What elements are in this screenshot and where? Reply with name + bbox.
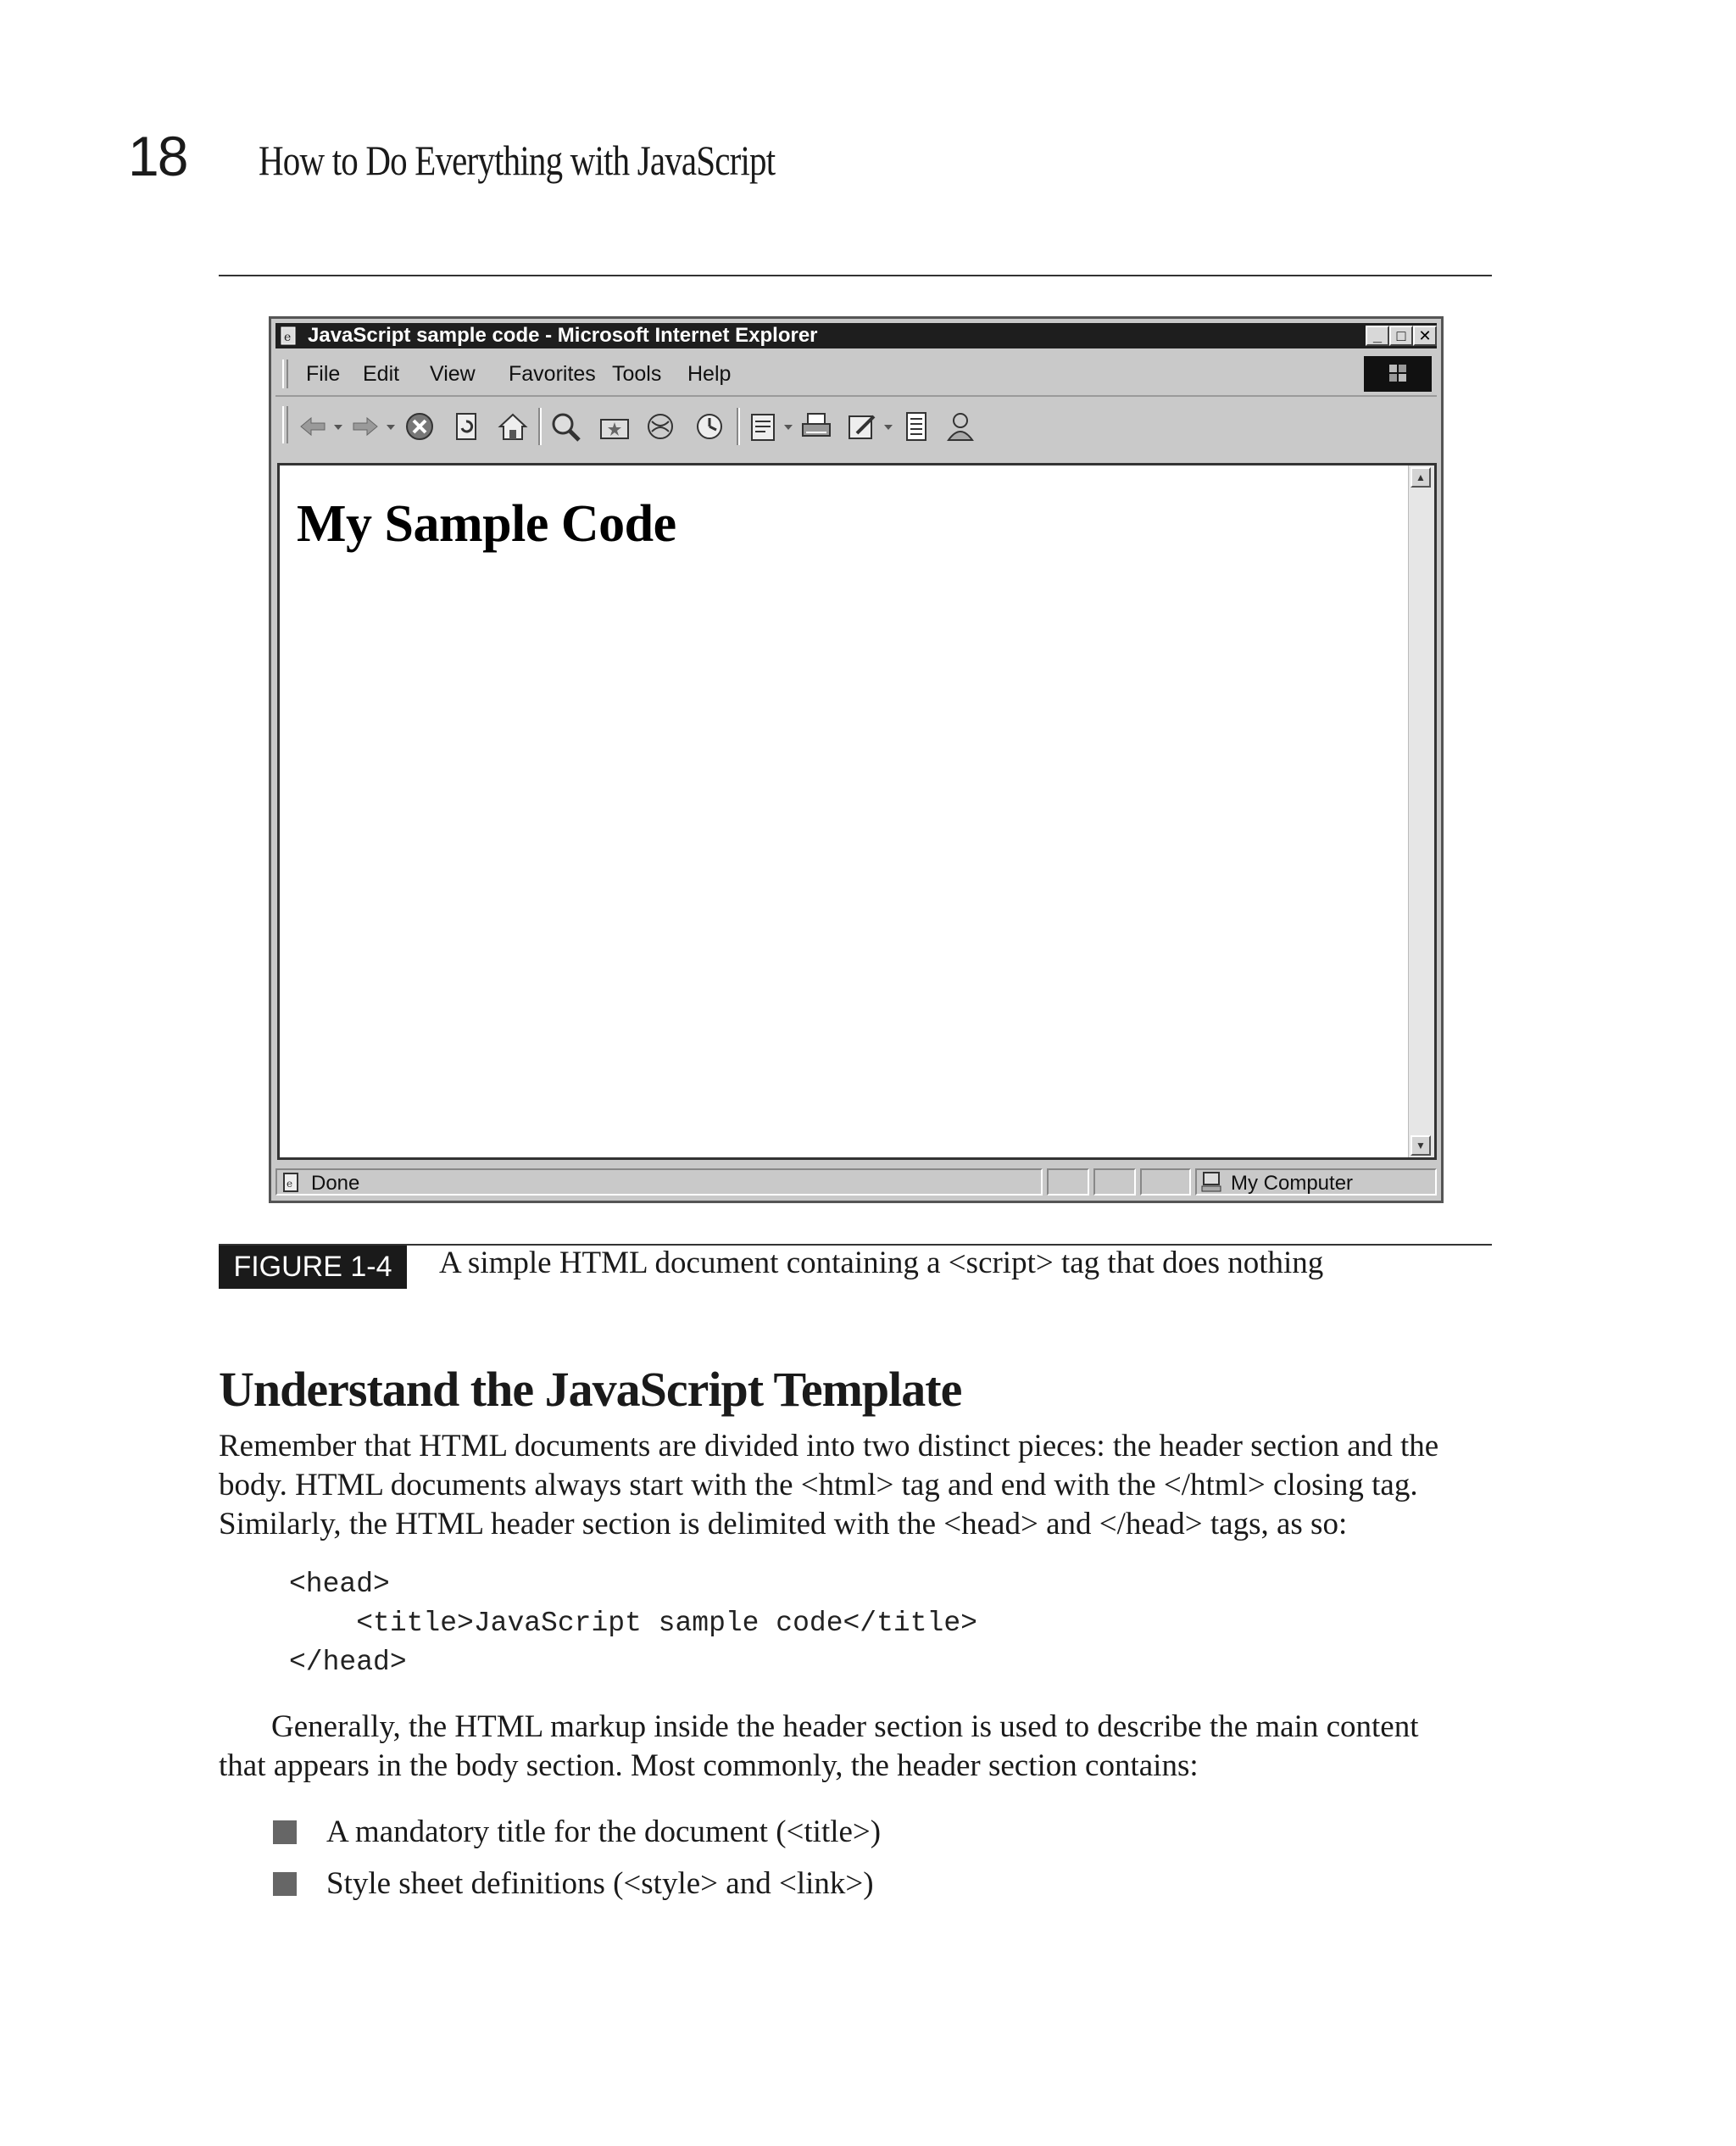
- bullet-item: A mandatory title for the document (<title>): [326, 1814, 882, 1849]
- scroll-up-arrow-icon[interactable]: ▲: [1410, 467, 1431, 488]
- status-cell: [1093, 1168, 1136, 1196]
- back-arrow-icon[interactable]: [296, 410, 330, 443]
- forward-dropdown-icon[interactable]: [382, 410, 399, 443]
- mail-dropdown-icon[interactable]: [781, 410, 796, 443]
- zone-text: My Computer: [1231, 1172, 1354, 1195]
- toolbar: [275, 399, 1437, 450]
- page-heading: My Sample Code: [297, 495, 676, 553]
- paragraph-line: Generally, the HTML markup inside the header section is used to describe the main content: [271, 1709, 1419, 1744]
- discuss-icon[interactable]: [899, 410, 933, 443]
- edit-dropdown-icon[interactable]: [881, 410, 896, 443]
- mail-icon[interactable]: [747, 410, 781, 443]
- menu-view[interactable]: View: [430, 362, 476, 386]
- paragraph-line: that appears in the body section. Most commonly, the header section contains:: [219, 1748, 1199, 1783]
- status-bar: [275, 1167, 1437, 1197]
- close-button[interactable]: ✕: [1413, 326, 1437, 346]
- menu-bar: [275, 353, 1437, 397]
- svg-text:e: e: [284, 331, 292, 344]
- back-dropdown-icon[interactable]: [330, 410, 347, 443]
- page-number: 18: [128, 125, 187, 187]
- messenger-icon[interactable]: [943, 410, 977, 443]
- browser-window-screenshot: [269, 316, 1444, 1203]
- stop-icon[interactable]: [403, 410, 437, 443]
- refresh-icon[interactable]: [450, 410, 484, 443]
- section-heading: Understand the JavaScript Template: [219, 1362, 962, 1417]
- toolbar-separator: [737, 408, 740, 445]
- scroll-down-arrow-icon[interactable]: ▼: [1410, 1135, 1431, 1156]
- minimize-button[interactable]: _: [1366, 326, 1389, 346]
- bullet-item: Style sheet definitions (<style> and <link>): [326, 1866, 874, 1901]
- zone-pane: [1195, 1168, 1437, 1196]
- page-content-area: [277, 463, 1437, 1160]
- maximize-button[interactable]: □: [1389, 326, 1413, 346]
- menu-tools[interactable]: Tools: [612, 362, 662, 386]
- header-rule: [219, 275, 1492, 276]
- my-computer-icon: [1200, 1171, 1224, 1193]
- figure-label: FIGURE 1-4: [219, 1246, 407, 1289]
- favorites-icon[interactable]: [598, 410, 632, 443]
- bullet-square-icon: [273, 1872, 297, 1896]
- menu-grip: [282, 360, 288, 388]
- media-icon[interactable]: [643, 410, 677, 443]
- bullet-square-icon: [273, 1820, 297, 1844]
- status-pane: [275, 1168, 1043, 1196]
- ie-document-icon: [279, 326, 299, 346]
- search-icon[interactable]: [548, 410, 582, 443]
- print-icon[interactable]: [799, 410, 833, 443]
- code-line: <title>JavaScript sample code</title>: [289, 1608, 977, 1639]
- status-cell: [1047, 1168, 1089, 1196]
- code-line: <head>: [289, 1569, 390, 1600]
- toolbar-grip: [282, 406, 288, 443]
- book-title: How to Do Everything with JavaScript: [259, 137, 776, 184]
- paragraph-line: body. HTML documents always start with the <html> tag and end with the </html> closing tag.: [219, 1468, 1418, 1502]
- paragraph-line: Remember that HTML documents are divided into two distinct pieces: the header section and the: [219, 1429, 1439, 1463]
- history-icon[interactable]: [693, 410, 726, 443]
- svg-text:e: e: [287, 1178, 293, 1190]
- menu-edit[interactable]: Edit: [363, 362, 400, 386]
- menu-help[interactable]: Help: [687, 362, 732, 386]
- toolbar-separator: [538, 408, 542, 445]
- menu-favorites[interactable]: Favorites: [509, 362, 596, 386]
- windows-logo-icon: [1364, 356, 1432, 392]
- code-line: </head>: [289, 1647, 407, 1678]
- page-done-icon: [281, 1172, 303, 1194]
- status-text: Done: [311, 1172, 360, 1195]
- forward-arrow-icon[interactable]: [348, 410, 382, 443]
- status-cell: [1140, 1168, 1191, 1196]
- vertical-scrollbar[interactable]: [1408, 465, 1434, 1157]
- title-bar[interactable]: [275, 323, 1437, 348]
- menu-file[interactable]: File: [306, 362, 341, 386]
- paragraph-line: Similarly, the HTML header section is delimited with the <head> and </head> tags, as so:: [219, 1507, 1348, 1541]
- figure-caption: A simple HTML document containing a <script> tag that does nothing: [439, 1246, 1324, 1280]
- edit-icon[interactable]: [845, 410, 879, 443]
- home-icon[interactable]: [496, 410, 530, 443]
- window-title: JavaScript sample code - Microsoft Internet Explorer: [308, 324, 818, 347]
